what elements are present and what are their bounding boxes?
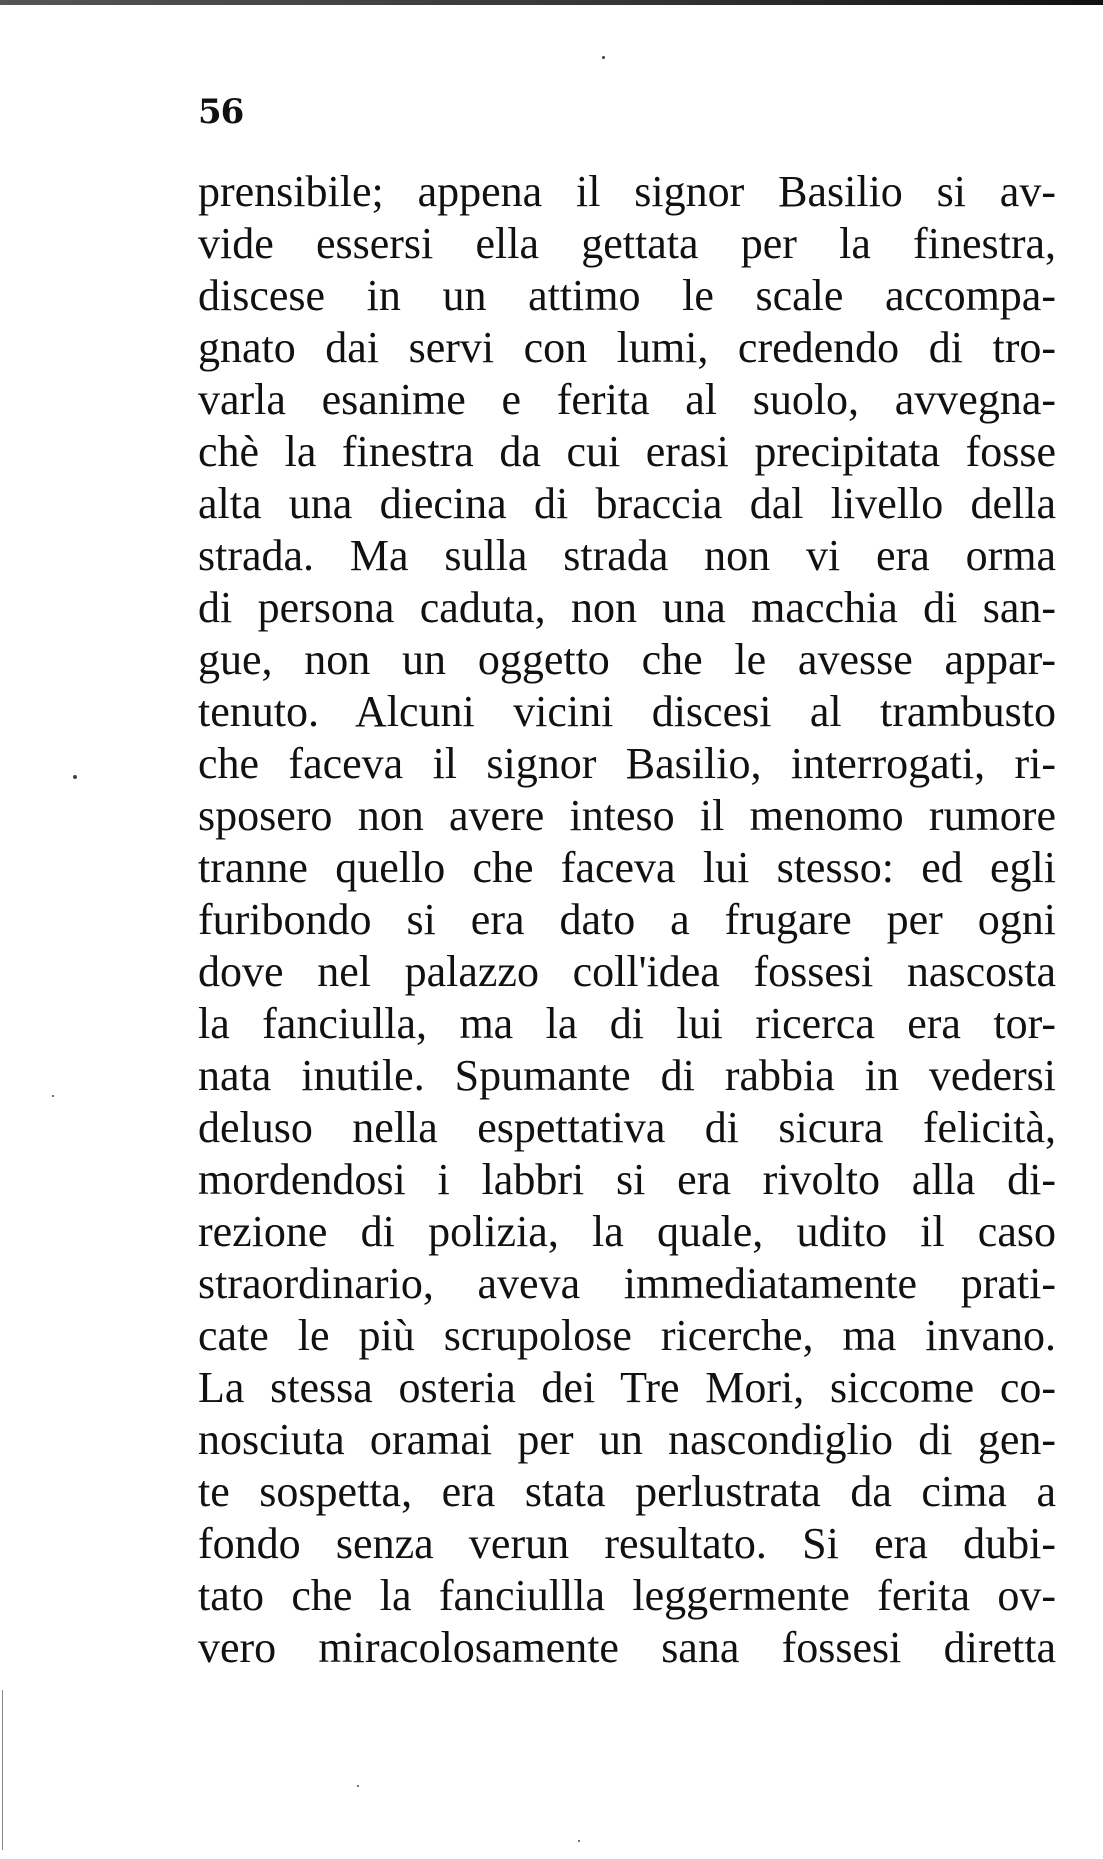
text-line: te sospetta, era stata perlustrata da cima a bbox=[198, 1467, 1056, 1516]
text-line: cate le più scrupolose ricerche, ma invano. bbox=[198, 1311, 1056, 1360]
text-line: deluso nella espettativa di sicura felicità, bbox=[198, 1103, 1056, 1152]
text-line: vide essersi ella gettata per la finestra, bbox=[198, 219, 1056, 268]
text-line: varla esanime e ferita al suolo, avvegna- bbox=[198, 375, 1056, 424]
scan-speck bbox=[73, 775, 77, 779]
text-line: nata inutile. Spumante di rabbia in vedersi bbox=[198, 1051, 1056, 1100]
text-line: chè la finestra da cui erasi precipitata fosse bbox=[198, 427, 1056, 476]
scan-speck bbox=[52, 1095, 54, 1097]
text-line: dove nel palazzo coll'idea fossesi nascosta bbox=[198, 947, 1056, 996]
text-line: furibondo si era dato a frugare per ogni bbox=[198, 895, 1056, 944]
text-line: strada. Ma sulla strada non vi era orma bbox=[198, 531, 1056, 580]
text-line: la fanciulla, ma la di lui ricerca era tor- bbox=[198, 999, 1056, 1048]
text-line: fondo senza verun resultato. Si era dubi- bbox=[198, 1519, 1056, 1568]
text-line: di persona caduta, non una macchia di san- bbox=[198, 583, 1056, 632]
text-line: nosciuta oramai per un nascondiglio di gen- bbox=[198, 1415, 1056, 1464]
page-edge-mark bbox=[2, 1690, 3, 1850]
text-line: tranne quello che faceva lui stesso: ed egli bbox=[198, 843, 1056, 892]
text-line: sposero non avere inteso il menomo rumore bbox=[198, 791, 1056, 840]
text-line: discese in un attimo le scale accompa- bbox=[198, 271, 1056, 320]
scan-speck bbox=[578, 1840, 580, 1842]
scan-speck bbox=[602, 56, 605, 59]
text-line: gue, non un oggetto che le avesse appar- bbox=[198, 635, 1056, 684]
text-line: alta una diecina di braccia dal livello della bbox=[198, 479, 1056, 528]
text-line: tato che la fanciullla leggermente ferita ov- bbox=[198, 1571, 1056, 1620]
text-line: rezione di polizia, la quale, udito il caso bbox=[198, 1207, 1056, 1256]
text-line: tenuto. Alcuni vicini discesi al trambusto bbox=[198, 687, 1056, 736]
page-top-edge bbox=[0, 0, 1103, 5]
scan-speck bbox=[357, 1785, 359, 1787]
text-line: che faceva il signor Basilio, interrogati, ri- bbox=[198, 739, 1056, 788]
text-line: straordinario, aveva immediatamente prati- bbox=[198, 1259, 1056, 1308]
page-number: 56 bbox=[198, 92, 244, 132]
text-line: vero miracolosamente sana fossesi diretta bbox=[198, 1623, 1056, 1672]
page-text-block bbox=[198, 166, 1056, 1674]
text-line: prensibile; appena il signor Basilio si av- bbox=[198, 167, 1056, 216]
text-line: gnato dai servi con lumi, credendo di tro- bbox=[198, 323, 1056, 372]
text-line: mordendosi i labbri si era rivolto alla di- bbox=[198, 1155, 1056, 1204]
text-line: La stessa osteria dei Tre Mori, siccome co- bbox=[198, 1363, 1056, 1412]
